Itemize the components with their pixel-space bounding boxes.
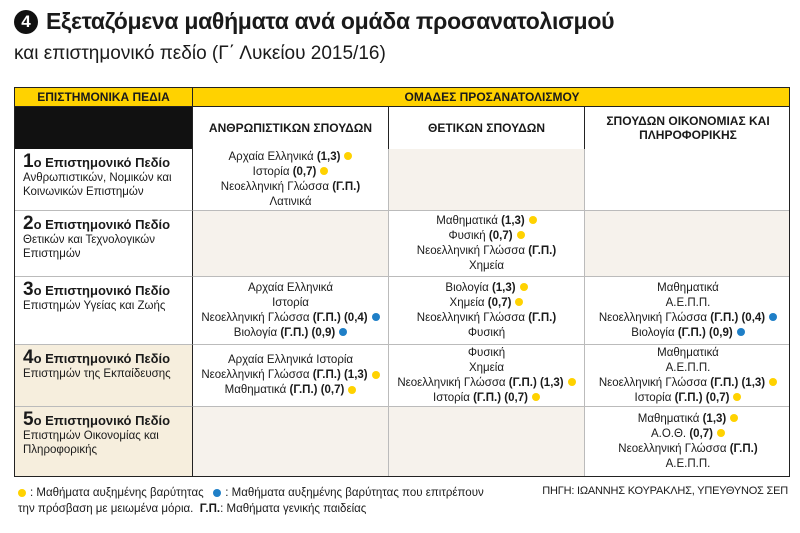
subject-name: Α.Ε.Π.Π. — [665, 296, 711, 309]
subject-weight: (Γ.Π.) — [528, 311, 557, 324]
fields-column-header: ΕΠΙΣΤΗΜΟΝΙΚΑ ΠΕΔΙΑ — [15, 88, 193, 107]
subject-name: Βιολογία — [233, 326, 278, 339]
subject-line — [618, 442, 757, 457]
field-name: ο Επιστημονικό Πεδίο — [33, 217, 171, 232]
cell-field5-group3 — [585, 407, 790, 477]
blue-dot-icon — [769, 313, 777, 321]
subject-name: Ιστορία — [433, 391, 470, 404]
subject-weight: (Γ.Π.) (0,9) — [677, 326, 733, 339]
legend-yellow-text: : Μαθήματα αυξημένης βαρύτητας — [30, 487, 204, 499]
subject-name: Χημεία — [468, 361, 505, 374]
subject-line — [417, 244, 556, 259]
courses-table — [14, 87, 790, 477]
subject-weight: (1,3) — [316, 150, 341, 163]
cell-field4-group3 — [585, 345, 790, 407]
field-name: ο Επιστημονικό Πεδίο — [33, 413, 171, 428]
blue-dot-icon — [339, 328, 347, 336]
subject-line — [445, 281, 527, 296]
subject-name: Βιολογία — [445, 281, 489, 294]
cell-field2-group2 — [389, 211, 585, 277]
subject-line — [666, 361, 711, 376]
row-label-field-5 — [15, 407, 193, 477]
field-description: Επιστημών Οικονομίας και Πληροφορικής — [23, 430, 159, 456]
page-subtitle: και επιστημονικό πεδίο (Γ΄ Λυκείου 2015/16) — [14, 43, 386, 64]
cell-field3-group2 — [389, 277, 585, 345]
subject-line — [599, 376, 777, 391]
subject-name: Νεοελληνική Γλώσσα — [618, 442, 727, 455]
subject-name: Ιστορία — [634, 391, 672, 404]
subject-line — [201, 368, 379, 383]
legend — [18, 485, 538, 517]
yellow-dot-icon — [730, 414, 738, 422]
field-number: 4 — [23, 347, 34, 368]
subject-name: Μαθηματικά — [657, 346, 719, 359]
subject-line — [469, 259, 504, 274]
yellow-dot-icon — [520, 283, 528, 291]
field-title — [23, 279, 184, 300]
cell-field3-group1 — [193, 277, 389, 345]
subject-line — [228, 353, 353, 368]
subject-line — [270, 195, 312, 210]
subject-line — [433, 391, 540, 406]
subject-name: Λατινικά — [269, 195, 312, 208]
field-description: Επιστημών της Εκπαίδευσης — [23, 368, 171, 380]
subject-line — [657, 346, 719, 361]
legend-gp-text: : Μαθήματα γενικής παιδείας — [220, 503, 367, 515]
page-title: Εξεταζόμενα μαθήματα ανά ομάδα προσανατολισμού — [46, 8, 615, 34]
yellow-dot-icon — [532, 393, 540, 401]
subject-weight: (0,7) — [487, 296, 512, 309]
subject-weight: (Γ.Π.) — [528, 244, 557, 257]
subject-line — [229, 150, 353, 165]
subject-line — [448, 229, 524, 244]
subject-weight: (Γ.Π.) — [332, 180, 361, 193]
group-header-sciences: ΘΕΤΙΚΩΝ ΣΠΟΥΔΩΝ — [389, 107, 585, 149]
subject-weight: (Γ.Π.) (1,3) — [312, 369, 368, 381]
groups-column-header: ΟΜΑΔΕΣ ΠΡΟΣΑΝΑΤΟΛΙΣΜΟΥ — [193, 88, 790, 107]
field-description: Επιστημών Υγείας και Ζωής — [23, 300, 166, 312]
yellow-dot-icon — [717, 429, 725, 437]
subject-weight: (Γ.Π.) (0,4) — [710, 311, 766, 324]
field-number: 1 — [23, 151, 34, 172]
subject-line — [436, 214, 537, 229]
subject-line — [599, 311, 777, 326]
subject-name: Χημεία — [468, 259, 505, 272]
subject-weight: (0,7) — [689, 427, 713, 440]
group-header-humanities: ΑΝΘΡΩΠΙΣΤΙΚΩΝ ΣΠΟΥΔΩΝ — [193, 107, 389, 149]
subject-name: Φυσική — [467, 346, 506, 359]
subject-line — [666, 457, 711, 472]
cell-field3-group3 — [585, 277, 790, 345]
subject-weight: (Γ.Π.) (0,7) — [473, 391, 528, 404]
title-row — [14, 8, 614, 35]
yellow-dot-icon — [320, 167, 328, 175]
subject-name: Αρχαία Ελληνικά — [247, 281, 334, 294]
subject-line — [631, 326, 744, 341]
subject-weight: (Γ.Π.) (1,3) — [508, 376, 564, 389]
legend-gp-abbr: Γ.Π. — [199, 503, 221, 515]
subject-name: Νεοελληνική Γλώσσα — [397, 376, 506, 389]
source-credit: ΠΗΓΗ: ΙΩΑΝΝΗΣ ΚΟΥΡΑΚΛΗΣ, ΥΠΕΥΘΥΝΟΣ ΣΕΠ — [542, 485, 788, 497]
yellow-dot-icon — [348, 386, 356, 394]
subject-weight: (Γ.Π.) (0,7) — [674, 391, 730, 404]
cell-field1-group1 — [193, 149, 389, 211]
yellow-dot-icon — [515, 298, 523, 306]
subject-name: Νεοελληνική Γλώσσα — [201, 311, 310, 324]
cell-field4-group1 — [193, 345, 389, 407]
subject-name: Αρχαία Ελληνικά Ιστορία — [227, 354, 354, 366]
row-label-field-2 — [15, 211, 193, 277]
subject-line — [657, 281, 719, 296]
field-title — [23, 347, 184, 368]
legend-line-2 — [18, 501, 538, 517]
subject-line — [234, 326, 347, 341]
legend-line-1 — [18, 485, 538, 501]
figure-number-badge: 4 — [14, 10, 38, 34]
subject-line — [417, 311, 556, 326]
blue-dot-icon — [737, 328, 745, 336]
subject-weight: (1,3) — [501, 214, 525, 227]
yellow-dot-icon — [733, 393, 741, 401]
field-number: 3 — [23, 279, 34, 300]
field-name: ο Επιστημονικό Πεδίο — [33, 351, 171, 366]
subject-name: Μαθηματικά — [224, 384, 287, 396]
cell-field1-group3 — [585, 149, 790, 211]
row-label-field-4 — [15, 345, 193, 407]
subject-line — [468, 346, 505, 361]
yellow-dot-icon — [529, 216, 537, 224]
subject-line — [397, 376, 575, 391]
subject-line — [469, 361, 504, 376]
subject-line — [253, 165, 329, 180]
subject-name: Νεοελληνική Γλώσσα — [598, 311, 708, 324]
cell-field5-group2 — [389, 407, 585, 477]
subject-line — [272, 296, 309, 311]
subject-line — [225, 383, 357, 398]
cell-field2-group3 — [585, 211, 790, 277]
subject-line — [468, 326, 505, 341]
subject-name: Φυσική — [467, 326, 506, 339]
subject-name: Α.Ο.Θ. — [650, 427, 687, 440]
yellow-dot-icon — [344, 152, 352, 160]
subject-name: Νεοελληνική Γλώσσα — [416, 244, 525, 257]
fields-header-spacer — [15, 107, 193, 149]
subject-name: Νεοελληνική Γλώσσα — [598, 376, 708, 389]
subject-line — [666, 296, 711, 311]
field-title — [23, 213, 184, 234]
cell-field1-group2 — [389, 149, 585, 211]
subject-weight: (1,3) — [702, 412, 727, 425]
legend-blue-text: : Μαθήματα αυξημένης βαρύτητας που επιτρέπουν — [225, 487, 484, 499]
row-label-field-3 — [15, 277, 193, 345]
subject-weight: (1,3) — [491, 281, 516, 294]
subject-name: Μαθηματικά — [436, 214, 498, 227]
field-name: ο Επιστημονικό Πεδίο — [33, 155, 171, 170]
subject-name: Αρχαία Ελληνικά — [228, 150, 314, 163]
subject-weight: (Γ.Π.) — [729, 442, 758, 455]
yellow-dot-icon — [568, 378, 576, 386]
subject-line — [201, 311, 379, 326]
cell-field2-group1 — [193, 211, 389, 277]
subject-weight: (Γ.Π.) (1,3) — [710, 376, 766, 389]
yellow-dot-icon — [517, 231, 525, 239]
subject-weight: (Γ.Π.) (0,7) — [289, 384, 345, 396]
row-label-field-1 — [15, 149, 193, 211]
cell-field4-group2 — [389, 345, 585, 407]
blue-dot-icon — [213, 489, 221, 497]
subject-name: Νεοελληνική Γλώσσα — [220, 180, 329, 193]
subject-weight: (Γ.Π.) (0,4) — [312, 311, 368, 324]
cell-field5-group1 — [193, 407, 389, 477]
subject-name: Φυσική — [448, 229, 486, 242]
subject-name: Μαθηματικά — [657, 281, 719, 294]
subject-name: Μαθηματικά — [637, 412, 700, 425]
yellow-dot-icon — [18, 489, 26, 497]
field-number: 2 — [23, 213, 34, 234]
yellow-dot-icon — [769, 378, 777, 386]
yellow-dot-icon — [372, 371, 380, 379]
field-number: 5 — [23, 409, 34, 430]
field-title — [23, 409, 184, 430]
subject-line — [221, 180, 360, 195]
subject-line — [635, 391, 742, 406]
subject-name: Α.Ε.Π.Π. — [665, 457, 711, 470]
legend-line2-text: την πρόσβαση με μειωμένα μόρια. — [18, 503, 194, 515]
subject-name: Νεοελληνική Γλώσσα — [201, 369, 310, 381]
subject-weight: (0,7) — [292, 165, 317, 178]
subject-name: Ιστορία — [252, 165, 290, 178]
field-description: Θετικών και Τεχνολογικών Επιστημών — [23, 234, 155, 260]
field-description: Ανθρωπιστικών, Νομικών και Κοινωνικών Επιστημών — [23, 172, 172, 198]
subject-line — [450, 296, 524, 311]
group-header-economics: ΣΠΟΥΔΩΝ ΟΙΚΟΝΟΜΙΑΣ ΚΑΙ ΠΛΗΡΟΦΟΡΙΚΗΣ — [585, 107, 790, 149]
field-name: ο Επιστημονικό Πεδίο — [33, 283, 171, 298]
blue-dot-icon — [372, 313, 380, 321]
subject-weight: (0,7) — [488, 229, 513, 242]
field-title — [23, 151, 184, 172]
subject-name: Ιστορία — [272, 296, 309, 309]
subject-line — [248, 281, 333, 296]
subject-name: Χημεία — [449, 296, 485, 309]
subject-line — [651, 427, 725, 442]
subject-name: Νεοελληνική Γλώσσα — [416, 311, 525, 324]
subject-name: Βιολογία — [631, 326, 675, 339]
subject-name: Α.Ε.Π.Π. — [665, 361, 711, 374]
subject-weight: (Γ.Π.) (0,9) — [280, 326, 336, 339]
subject-line — [638, 412, 739, 427]
